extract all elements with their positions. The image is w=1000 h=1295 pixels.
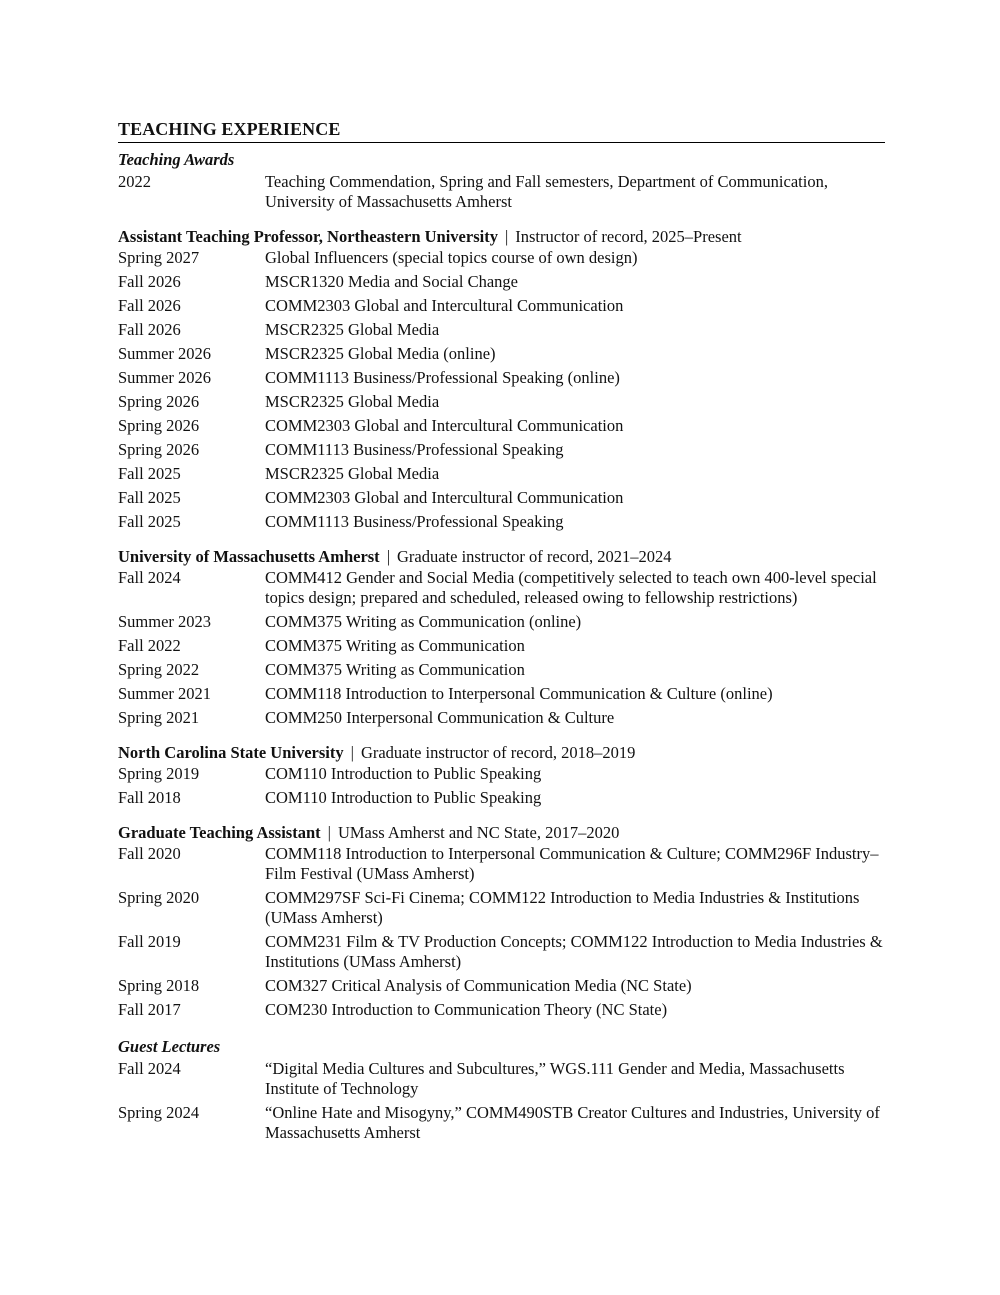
entry-date: Fall 2024	[118, 568, 181, 587]
entry-date: Fall 2017	[118, 1000, 181, 1019]
list-item	[118, 248, 885, 272]
entry-date: Summer 2023	[118, 612, 212, 631]
cv-page	[118, 117, 885, 1147]
entry-description: COMM250 Interpersonal Communication & Culture	[265, 708, 615, 727]
group-separator: |	[327, 823, 331, 842]
list-item	[118, 172, 885, 216]
list-item	[118, 440, 885, 464]
entry-date: Spring 2026	[118, 416, 200, 435]
entry-description: COMM1113 Business/Professional Speaking (online)	[265, 368, 620, 387]
entry-description: COMM2303 Global and Intercultural Communication	[265, 416, 624, 435]
teaching-awards-list	[118, 172, 885, 216]
group-name: Graduate Teaching Assistant	[118, 823, 321, 842]
group-role: Graduate instructor of record, 2021–2024	[397, 547, 672, 566]
entry-description: MSCR2325 Global Media	[265, 320, 440, 339]
entry-date: Spring 2022	[118, 660, 200, 679]
entry-description: “Online Hate and Misogyny,” COMM490STB Creator Cultures and Industries, University of Massachusetts Amherst	[265, 1103, 880, 1142]
group-header	[118, 545, 885, 568]
entry-description: MSCR2325 Global Media	[265, 392, 440, 411]
entry-date: Fall 2025	[118, 464, 181, 483]
list-item	[118, 392, 885, 416]
entry-date: Spring 2026	[118, 440, 200, 459]
group-course-list	[118, 844, 885, 1024]
entry-description: COMM375 Writing as Communication (online)	[265, 612, 582, 631]
list-item	[118, 888, 885, 932]
entry-description: “Digital Media Cultures and Subcultures,” WGS.111 Gender and Media, Massachusetts Institute of Technology	[265, 1059, 845, 1098]
entry-date: Spring 2027	[118, 248, 200, 267]
entry-description: COMM231 Film & TV Production Concepts; COMM122 Introduction to Media Industries & Institutions (UMass Amherst)	[265, 932, 883, 971]
entry-description: COMM118 Introduction to Interpersonal Communication & Culture; COMM296F Industry–Film Festival (UMass Amherst)	[265, 844, 879, 883]
list-item	[118, 272, 885, 296]
group-name: University of Massachusetts Amherst	[118, 547, 380, 566]
group-role: Instructor of record, 2025–Present	[515, 227, 742, 246]
entry-description: COMM412 Gender and Social Media (competitively selected to teach own 400-level special topics design; prepared and scheduled, released owing to fellowship restrictions)	[265, 568, 877, 607]
entry-description: Teaching Commendation, Spring and Fall semesters, Department of Communication, University of Massachusetts Amherst	[265, 172, 828, 211]
entry-date: Summer 2021	[118, 684, 212, 703]
entry-date: Spring 2021	[118, 708, 200, 727]
list-item	[118, 344, 885, 368]
list-item	[118, 368, 885, 392]
list-item	[118, 612, 885, 636]
entry-description: COMM297SF Sci-Fi Cinema; COMM122 Introduction to Media Industries & Institutions (UMass Amherst)	[265, 888, 860, 927]
entry-description: MSCR2325 Global Media	[265, 464, 440, 483]
list-item	[118, 488, 885, 512]
entry-date: Fall 2024	[118, 1059, 181, 1078]
entry-description: MSCR2325 Global Media (online)	[265, 344, 496, 363]
entry-date: Fall 2025	[118, 512, 181, 531]
entry-description: COMM2303 Global and Intercultural Communication	[265, 296, 624, 315]
entry-date: Fall 2018	[118, 788, 181, 807]
entry-description: COMM1113 Business/Professional Speaking	[265, 512, 564, 531]
entry-date: Fall 2026	[118, 272, 181, 291]
entry-description: COM110 Introduction to Public Speaking	[265, 764, 542, 783]
list-item	[118, 788, 885, 812]
list-item	[118, 568, 885, 612]
entry-date: Fall 2020	[118, 844, 181, 863]
section-title: TEACHING EXPERIENCE	[118, 117, 885, 143]
entry-description: COMM1113 Business/Professional Speaking	[265, 440, 564, 459]
entry-description: MSCR1320 Media and Social Change	[265, 272, 518, 291]
group-name: Assistant Teaching Professor, Northeastern University	[118, 227, 498, 246]
list-item	[118, 1103, 885, 1147]
list-item	[118, 684, 885, 708]
entry-date: Spring 2026	[118, 392, 200, 411]
list-item	[118, 320, 885, 344]
group-header	[118, 741, 885, 764]
entry-date: Spring 2024	[118, 1103, 200, 1122]
entry-date: Fall 2022	[118, 636, 181, 655]
entry-date: Summer 2026	[118, 368, 212, 387]
list-item	[118, 464, 885, 488]
list-item	[118, 708, 885, 732]
group-course-list	[118, 568, 885, 732]
list-item	[118, 976, 885, 1000]
entry-description: COMM375 Writing as Communication	[265, 660, 525, 679]
group-role: Graduate instructor of record, 2018–2019	[360, 743, 636, 762]
entry-description: Global Influencers (special topics course of own design)	[265, 248, 638, 267]
entry-description: COM230 Introduction to Communication Theory (NC State)	[265, 1000, 668, 1019]
list-item	[118, 1059, 885, 1103]
list-item	[118, 416, 885, 440]
entry-date: 2022	[118, 172, 151, 191]
entry-date: Fall 2026	[118, 296, 181, 315]
group-separator: |	[504, 227, 509, 246]
entry-date: Summer 2026	[118, 344, 212, 363]
teaching-groups	[118, 225, 885, 1024]
group-separator: |	[350, 743, 354, 762]
entry-date: Spring 2020	[118, 888, 200, 907]
group-name: North Carolina State University	[118, 743, 344, 762]
group-course-list	[118, 248, 885, 536]
entry-date: Fall 2025	[118, 488, 181, 507]
list-item	[118, 660, 885, 684]
list-item	[118, 296, 885, 320]
list-item	[118, 764, 885, 788]
guest-lectures-list	[118, 1059, 885, 1147]
group-separator: |	[386, 547, 390, 566]
list-item	[118, 844, 885, 888]
group-header	[118, 225, 885, 248]
group-course-list	[118, 764, 885, 812]
entry-date: Spring 2019	[118, 764, 200, 783]
entry-description: COMM118 Introduction to Interpersonal Communication & Culture (online)	[265, 684, 773, 703]
guest-lectures-title: Guest Lectures	[118, 1037, 221, 1056]
teaching-awards-title: Teaching Awards	[118, 150, 235, 169]
entry-description: COMM2303 Global and Intercultural Communication	[265, 488, 624, 507]
entry-description: COMM375 Writing as Communication	[265, 636, 525, 655]
group-role: UMass Amherst and NC State, 2017–2020	[337, 823, 620, 842]
list-item	[118, 1000, 885, 1024]
list-item	[118, 512, 885, 536]
group-header	[118, 821, 885, 844]
entry-date: Spring 2018	[118, 976, 200, 995]
list-item	[118, 932, 885, 976]
entry-description: COM327 Critical Analysis of Communication Media (NC State)	[265, 976, 692, 995]
entry-date: Fall 2026	[118, 320, 181, 339]
entry-date: Fall 2019	[118, 932, 181, 951]
list-item	[118, 636, 885, 660]
entry-description: COM110 Introduction to Public Speaking	[265, 788, 542, 807]
